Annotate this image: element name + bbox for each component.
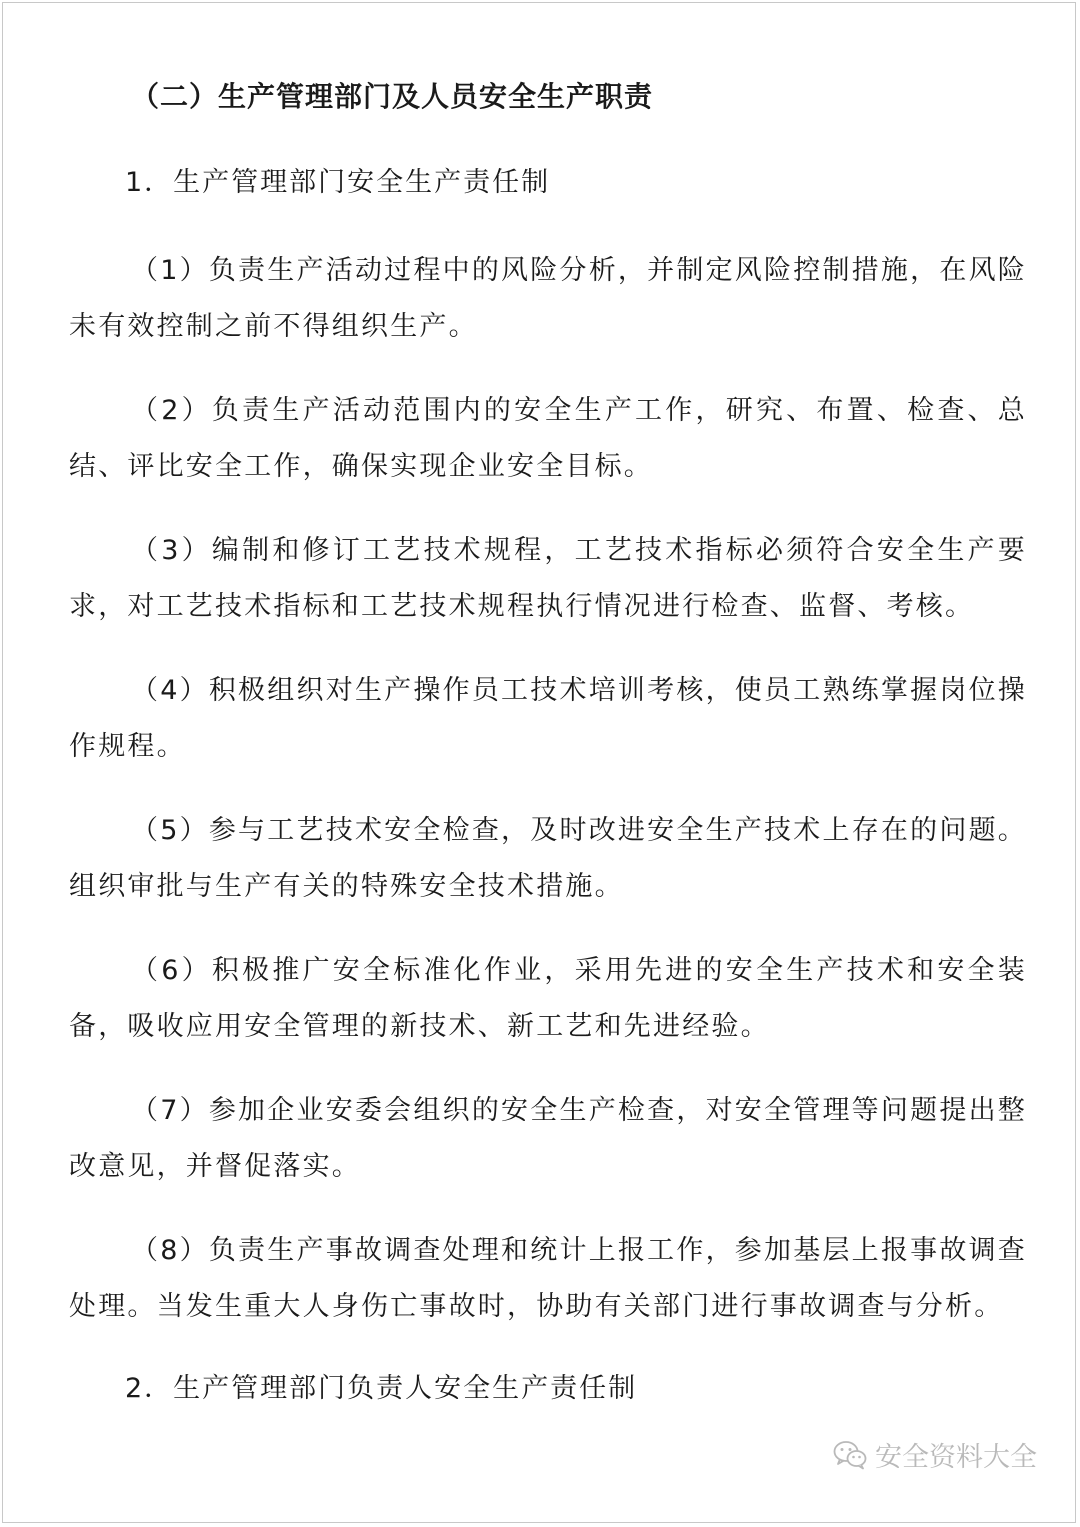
paragraph-item: （4）积极组织对生产操作员工技术培训考核，使员工熟练掌握岗位操作规程。 — [69, 675, 1027, 762]
document-page — [2, 2, 1076, 1523]
paragraph-item: （1）负责生产活动过程中的风险分析，并制定风险控制措施，在风险未有效控制之前不得组织生产。 — [69, 255, 1027, 342]
section-title: （二）生产管理部门及人员安全生产职责 — [131, 80, 654, 113]
paragraph-item: （7）参加企业安委会组织的安全生产检查，对安全管理等问题提出整改意见，并督促落实。 — [69, 1095, 1027, 1182]
paragraph-item: （3）编制和修订工艺技术规程，工艺技术指标必须符合安全生产要求，对工艺技术指标和工艺技术规程执行情况进行检查、监督、考核。 — [69, 535, 1027, 622]
paragraph-item: （2）负责生产活动范围内的安全生产工作，研究、布置、检查、总结、评比安全工作，确保实现企业安全目标。 — [69, 395, 1027, 482]
wechat-icon — [833, 1440, 867, 1470]
paragraph-item: （6）积极推广安全标准化作业，采用先进的安全生产技术和安全装备，吸收应用安全管理的新技术、新工艺和先进经验。 — [69, 955, 1027, 1042]
document-content — [69, 71, 1027, 1449]
paragraph-item: （5）参与工艺技术安全检查，及时改进安全生产技术上存在的问题。组织审批与生产有关的特殊安全技术措施。 — [69, 815, 1027, 902]
subsection-title: 1．生产管理部门安全生产责任制 — [125, 167, 551, 198]
paragraph-item: （8）负责生产事故调查处理和统计上报工作，参加基层上报事故调查处理。当发生重大人身伤亡事故时，协助有关部门进行事故调查与分析。 — [69, 1235, 1027, 1322]
subsection-title: 2．生产管理部门负责人安全生产责任制 — [125, 1373, 638, 1404]
watermark — [833, 1435, 1037, 1474]
watermark-text: 安全资料大全 — [875, 1442, 1037, 1473]
